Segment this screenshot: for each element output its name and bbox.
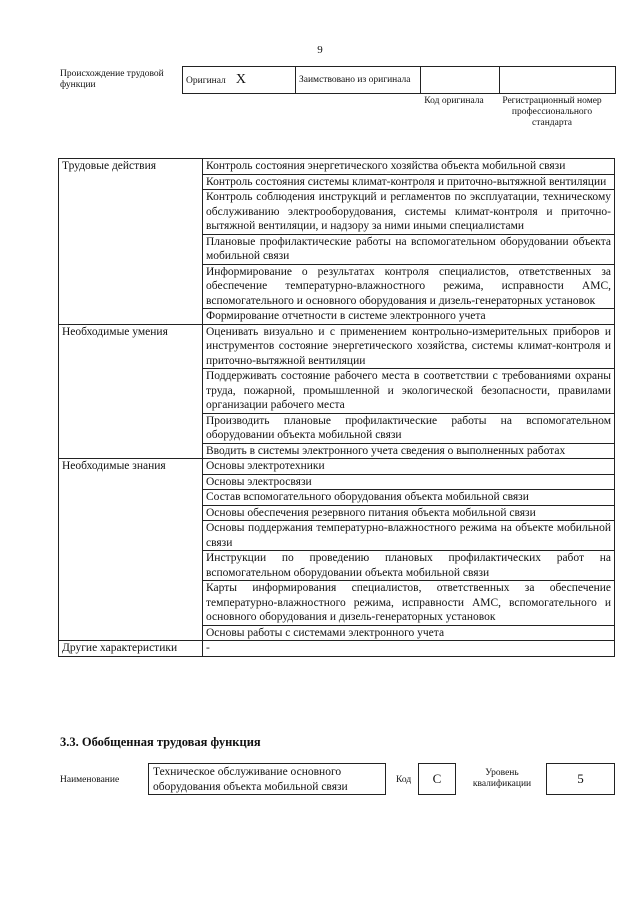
reg-number-cell — [500, 67, 616, 94]
item-cell: Карты информирования специалистов, ответственных за обеспечение температурно-влажностного режима, исправности АМС, вспомогательного и основного оборудования и дизель-генераторных установок — [203, 581, 615, 626]
item-cell: Основы поддержания температурно-влажностного режима на объекте мобильной связи — [203, 521, 615, 551]
item-cell: Плановые профилактические работы на вспомогательном оборудовании объекта мобильной связи — [203, 234, 615, 264]
table-row — [59, 641, 615, 657]
item-cell: Основы электросвязи — [203, 474, 615, 490]
qualification-level-box: 5 — [546, 763, 615, 795]
item-cell: Основы электротехники — [203, 459, 615, 475]
qualification-level-label: Уровень квалификации — [472, 768, 532, 789]
code-label: Код — [396, 775, 412, 785]
item-cell: Формирование отчетности в системе электронного учета — [203, 309, 615, 325]
item-cell: Основы обеспечения резервного питания объекта мобильной связи — [203, 505, 615, 521]
item-cell: Поддерживать состояние рабочего места в соответствии с требованиями охраны труда, пожарной, промышленной и экологической безопасности, правилами организации рабочего места — [203, 369, 615, 414]
item-cell: Инструкции по проведению плановых профилактических работ на вспомогательном оборудовании объекта мобильной связи — [203, 551, 615, 581]
item-cell: - — [203, 641, 615, 657]
borrowed-cell: Заимствовано из оригинала — [296, 67, 421, 94]
category-cell: Другие характеристики — [59, 641, 203, 657]
item-cell: Состав вспомогательного оборудования объекта мобильной связи — [203, 490, 615, 506]
code-caption: Код оригинала — [424, 96, 484, 106]
function-name-box: Техническое обслуживание основного оборудования объекта мобильной связи — [148, 763, 386, 795]
item-cell: Информирование о результатах контроля специалистов, ответственных за обеспечение температурно-влажностного режима, исправности АМС, вспомогательного и основного оборудования и дизель-генераторных установок — [203, 264, 615, 309]
item-cell: Контроль состояния системы климат-контроля и приточно-вытяжной вентиляции — [203, 174, 615, 190]
table-row — [59, 159, 615, 175]
code-box: C — [418, 763, 456, 795]
item-cell: Вводить в системы электронного учета сведения о выполненных работах — [203, 443, 615, 459]
origin-label: Происхождение трудовой функции — [60, 69, 164, 90]
original-cell — [183, 67, 296, 94]
original-code-cell — [421, 67, 500, 94]
item-cell: Производить плановые профилактические работы на вспомогательном оборудовании объекта мобильной связи — [203, 413, 615, 443]
section-heading: 3.3. Обобщенная трудовая функция — [60, 735, 261, 749]
item-cell: Контроль состояния энергетического хозяйства объекта мобильной связи — [203, 159, 615, 175]
category-cell: Трудовые действия — [59, 159, 203, 325]
original-mark: X — [235, 71, 246, 87]
table-row — [59, 324, 615, 369]
category-cell: Необходимые умения — [59, 324, 203, 459]
item-cell: Оценивать визуально и с применением контрольно-измерительных приборов и инструментов состояние энергетического хозяйства, системы климат-контроля и приточно-вытяжной вентиляции — [203, 324, 615, 369]
item-cell: Контроль соблюдения инструкций и регламентов по эксплуатации, техническому обслуживанию электрооборудования, системы климат-контроля и приточно-вытяжной вентиляции, и надзору за ними иными специалистами — [203, 190, 615, 235]
name-label: Наименование — [60, 775, 120, 785]
table-row — [59, 459, 615, 475]
item-cell: Основы работы с системами электронного учета — [203, 625, 615, 641]
reg-number-caption: Регистрационный номер профессионального стандарта — [502, 96, 602, 128]
page-number: 9 — [317, 44, 323, 56]
category-cell: Необходимые знания — [59, 459, 203, 641]
original-label: Оригинал — [186, 75, 226, 86]
origin-table — [182, 66, 616, 94]
labor-function-table — [58, 158, 615, 657]
